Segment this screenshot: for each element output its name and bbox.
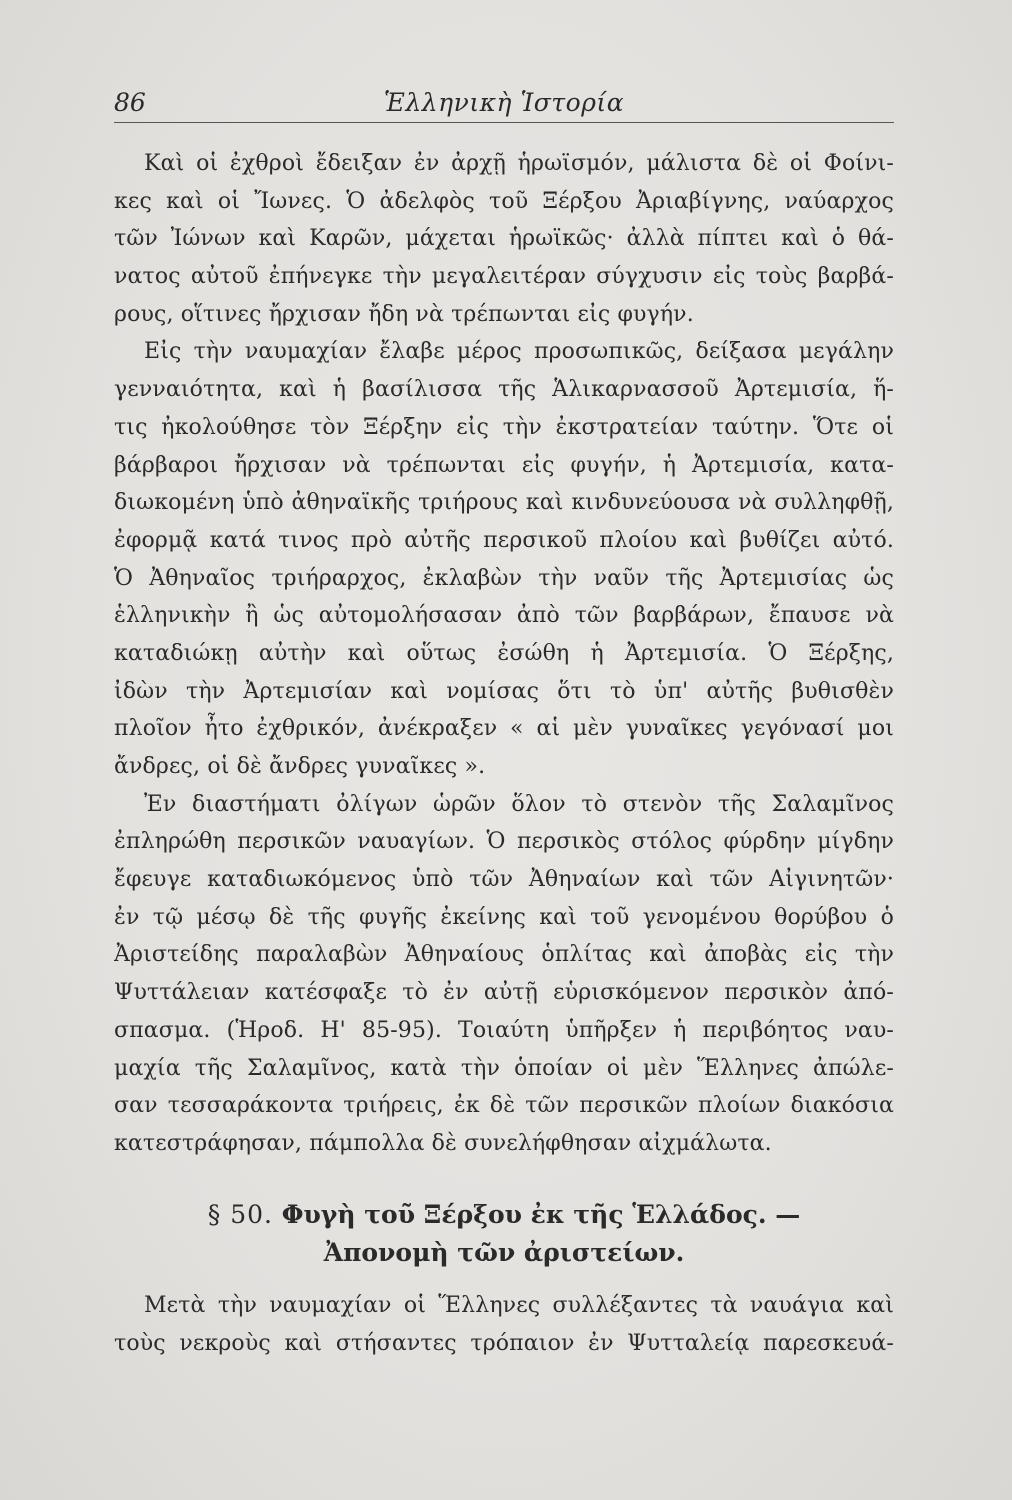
text-line: ἔφευγε καταδιωκόμενος ὑπὸ τῶν Ἀθηναίων καὶ τῶν Αἰγινητῶν· bbox=[114, 867, 894, 893]
text-line: μαχία τῆς Σαλαμῖνος, κατὰ τὴν ὁποίαν οἱ μὲν Ἕλληνες ἀπώλε- bbox=[114, 1055, 894, 1081]
text-line: Ἀριστείδης παραλαβὼν Ἀθηναίους ὁπλίτας καὶ ἀποβὰς εἰς τὴν bbox=[114, 942, 894, 968]
page-header bbox=[114, 86, 894, 123]
text-line: τῶν Ἰώνων καὶ Καρῶν, μάχεται ἡρωϊκῶς· ἀλλὰ πίπτει καὶ ὁ θά- bbox=[114, 226, 894, 252]
text-line: νατος αὐτοῦ ἐπήνεγκε τὴν μεγαλειτέραν σύγχυσιν εἰς τοὺς βαρβά- bbox=[114, 264, 894, 290]
text-line: τοὺς νεκροὺς καὶ στήσαντες τρόπαιον ἐν Ψυτταλείᾳ παρεσκευά- bbox=[114, 1330, 894, 1356]
text-line: ἄνδρες, οἱ δὲ ἄνδρες γυναῖκες ». bbox=[114, 754, 486, 779]
text-line: ἐν τῷ μέσῳ δὲ τῆς φυγῆς ἐκείνης καὶ τοῦ γενομένου θορύβου ὁ bbox=[114, 904, 894, 930]
text-line: Ψυττάλειαν κατέσφαξε τὸ ἐν αὐτῇ εὑρισκόμενον περσικὸν ἀπό- bbox=[114, 980, 894, 1006]
text-line: γενναιότητα, καὶ ἡ βασίλισσα τῆς Ἁλικαρνασσοῦ Ἀρτεμισία, ἥ- bbox=[114, 377, 894, 403]
section-title-line-2: Ἀπονομὴ τῶν ἀριστείων. bbox=[323, 1238, 685, 1267]
section-title-line-1: Φυγὴ τοῦ Ξέρξου ἐκ τῆς Ἑλλάδος. — bbox=[281, 1200, 801, 1229]
text-line: ἑλληνικὴν ἢ ὡς αὐτομολήσασαν ἀπὸ τῶν βαρβάρων, ἔπαυσε νὰ bbox=[114, 603, 894, 629]
text-line: ἰδὼν τὴν Ἀρτεμισίαν καὶ νομίσας ὅτι τὸ ὑπ' αὐτῆς βυθισθὲν bbox=[114, 678, 894, 704]
section-heading bbox=[114, 1196, 894, 1272]
text-line: Ἐν διαστήματι ὀλίγων ὡρῶν ὅλον τὸ στενὸν τῆς Σαλαμῖνος bbox=[144, 791, 894, 817]
section-text bbox=[114, 1287, 894, 1362]
text-line: ρους, οἵτινες ἤρχισαν ἤδη νὰ τρέπωνται εἰς φυγήν. bbox=[114, 301, 694, 327]
page-number: 86 bbox=[114, 88, 146, 117]
text-line: τις ἠκολούθησε τὸν Ξέρξην εἰς τὴν ἐκστρατείαν ταύτην. Ὅτε οἱ bbox=[114, 414, 894, 440]
text-line: Μετὰ τὴν ναυμαχίαν οἱ Ἕλληνες συλλέξαντες τὰ ναυάγια καὶ bbox=[144, 1293, 894, 1318]
text-line: κες καὶ οἱ Ἴωνες. Ὁ ἀδελφὸς τοῦ Ξέρξου Ἀριαβίγνης, ναύαρχος bbox=[114, 188, 894, 214]
text-line: καταδιώκῃ αὐτὴν καὶ οὕτως ἐσώθη ἡ Ἀρτεμισία. Ὁ Ξέρξης, bbox=[114, 640, 894, 666]
main-text bbox=[114, 145, 894, 1163]
section-number: § 50. bbox=[207, 1200, 273, 1229]
text-line: Ὁ Ἀθηναῖος τριήραρχος, ἐκλαβὼν τὴν ναῦν τῆς Ἀρτεμισίας ὡς bbox=[114, 565, 894, 591]
text-line: Καὶ οἱ ἐχθροὶ ἔδειξαν ἐν ἀρχῇ ἡρωϊσμόν, μάλιστα δὲ οἱ Φοίνι- bbox=[144, 151, 894, 176]
running-title: Ἑλληνικὴ Ἱστορία bbox=[383, 88, 625, 117]
text-line: ἐπληρώθη περσικῶν ναυαγίων. Ὁ περσικὸς στόλος φύρδην μίγδην bbox=[114, 829, 894, 855]
section-heading-line-1 bbox=[114, 1196, 894, 1234]
text-line: πλοῖον ἦτο ἐχθρικόν, ἀνέκραξεν « αἱ μὲν γυναῖκες γεγόνασί μοι bbox=[114, 716, 894, 742]
text-line: βάρβαροι ἤρχισαν νὰ τρέπωνται εἰς φυγήν, ἡ Ἀρτεμισία, κατα- bbox=[114, 452, 894, 478]
text-line: σπασμα. (Ἡροδ. Η' 85-95). Τοιαύτη ὑπῆρξεν ἡ περιβόητος ναυ- bbox=[114, 1017, 894, 1043]
text-line: Εἰς τὴν ναυμαχίαν ἔλαβε μέρος προσωπικῶς, δείξασα μεγάλην bbox=[144, 339, 894, 365]
text-line: ἐφορμᾷ κατά τινος πρὸ αὐτῆς περσικοῦ πλοίου καὶ βυθίζει αὐτό. bbox=[114, 527, 894, 553]
text-line: κατεστράφησαν, πάμπολλα δὲ συνελήφθησαν αἰχμάλωτα. bbox=[114, 1130, 772, 1156]
text-line: διωκομένη ὑπὸ ἀθηναϊκῆς τριήρους καὶ κινδυνεύουσα νὰ συλληφθῇ, bbox=[114, 490, 894, 516]
text-line: σαν τεσσαράκοντα τριήρεις, ἐκ δὲ τῶν περσικῶν πλοίων διακόσια bbox=[114, 1093, 894, 1119]
